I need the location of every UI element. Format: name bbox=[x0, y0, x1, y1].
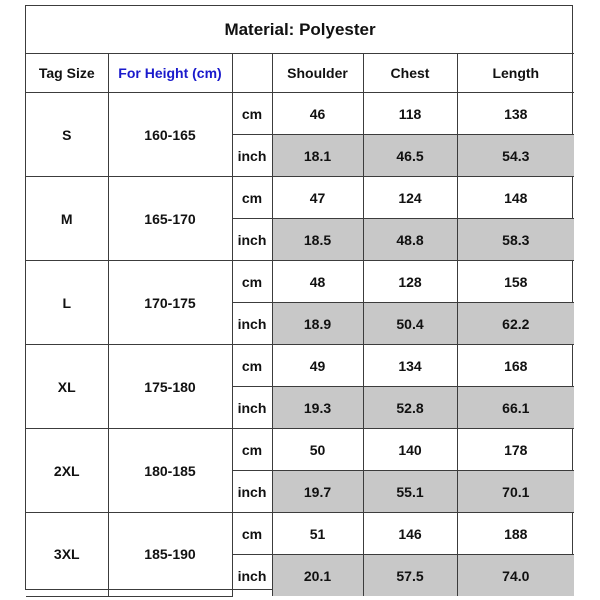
length-header: Length bbox=[457, 54, 574, 93]
length-cell: 168 bbox=[457, 345, 574, 387]
shoulder-cell: 20.1 bbox=[272, 555, 363, 597]
unit-cell: inch bbox=[232, 303, 272, 345]
size-cell: XL bbox=[26, 345, 108, 429]
table-row bbox=[26, 513, 574, 555]
height-cell: 180-185 bbox=[108, 429, 232, 513]
height-cell: 165-170 bbox=[108, 177, 232, 261]
shoulder-cell: 18.9 bbox=[272, 303, 363, 345]
height-cell: 160-165 bbox=[108, 93, 232, 177]
table-row bbox=[26, 177, 574, 219]
size-cell: M bbox=[26, 177, 108, 261]
unit-cell: inch bbox=[232, 219, 272, 261]
chest-cell: 55.1 bbox=[363, 471, 457, 513]
shoulder-cell: 50 bbox=[272, 429, 363, 471]
chest-cell: 48.8 bbox=[363, 219, 457, 261]
shoulder-cell: 19.3 bbox=[272, 387, 363, 429]
unit-cell: cm bbox=[232, 93, 272, 135]
length-cell: 74.0 bbox=[457, 555, 574, 597]
unit-cell: inch bbox=[232, 471, 272, 513]
length-cell: 138 bbox=[457, 93, 574, 135]
length-cell: 62.2 bbox=[457, 303, 574, 345]
shoulder-cell: 46 bbox=[272, 93, 363, 135]
length-cell: 158 bbox=[457, 261, 574, 303]
chest-cell: 124 bbox=[363, 177, 457, 219]
header-row bbox=[26, 54, 574, 93]
unit-cell: cm bbox=[232, 345, 272, 387]
chest-cell: 118 bbox=[363, 93, 457, 135]
unit-cell: cm bbox=[232, 513, 272, 555]
table-row bbox=[26, 261, 574, 303]
size-cell: L bbox=[26, 261, 108, 345]
length-cell: 54.3 bbox=[457, 135, 574, 177]
shoulder-cell: 49 bbox=[272, 345, 363, 387]
chest-cell: 50.4 bbox=[363, 303, 457, 345]
chest-cell: 46.5 bbox=[363, 135, 457, 177]
size-table bbox=[26, 6, 574, 597]
shoulder-cell: 48 bbox=[272, 261, 363, 303]
chest-cell: 128 bbox=[363, 261, 457, 303]
length-cell: 178 bbox=[457, 429, 574, 471]
size-cell: S bbox=[26, 93, 108, 177]
chest-cell: 134 bbox=[363, 345, 457, 387]
length-cell: 148 bbox=[457, 177, 574, 219]
chest-cell: 57.5 bbox=[363, 555, 457, 597]
shoulder-cell: 19.7 bbox=[272, 471, 363, 513]
unit-cell: cm bbox=[232, 177, 272, 219]
height-cell: 170-175 bbox=[108, 261, 232, 345]
shoulder-cell: 18.1 bbox=[272, 135, 363, 177]
length-cell: 58.3 bbox=[457, 219, 574, 261]
height-cell: 175-180 bbox=[108, 345, 232, 429]
tag-size-header: Tag Size bbox=[26, 54, 108, 93]
table-row bbox=[26, 345, 574, 387]
chest-header: Chest bbox=[363, 54, 457, 93]
chest-cell: 140 bbox=[363, 429, 457, 471]
unit-cell: cm bbox=[232, 261, 272, 303]
size-cell: 3XL bbox=[26, 513, 108, 597]
shoulder-cell: 51 bbox=[272, 513, 363, 555]
shoulder-cell: 18.5 bbox=[272, 219, 363, 261]
chest-cell: 146 bbox=[363, 513, 457, 555]
unit-header bbox=[232, 54, 272, 93]
chest-cell: 52.8 bbox=[363, 387, 457, 429]
size-chart bbox=[25, 5, 573, 590]
shoulder-header: Shoulder bbox=[272, 54, 363, 93]
unit-cell: cm bbox=[232, 429, 272, 471]
table-row bbox=[26, 429, 574, 471]
unit-cell: inch bbox=[232, 135, 272, 177]
unit-cell: inch bbox=[232, 555, 272, 597]
material-title: Material: Polyester bbox=[26, 6, 574, 54]
length-cell: 70.1 bbox=[457, 471, 574, 513]
table-row bbox=[26, 93, 574, 135]
for-height-header: For Height (cm) bbox=[108, 54, 232, 93]
height-cell: 185-190 bbox=[108, 513, 232, 597]
size-cell: 2XL bbox=[26, 429, 108, 513]
shoulder-cell: 47 bbox=[272, 177, 363, 219]
unit-cell: inch bbox=[232, 387, 272, 429]
length-cell: 188 bbox=[457, 513, 574, 555]
length-cell: 66.1 bbox=[457, 387, 574, 429]
